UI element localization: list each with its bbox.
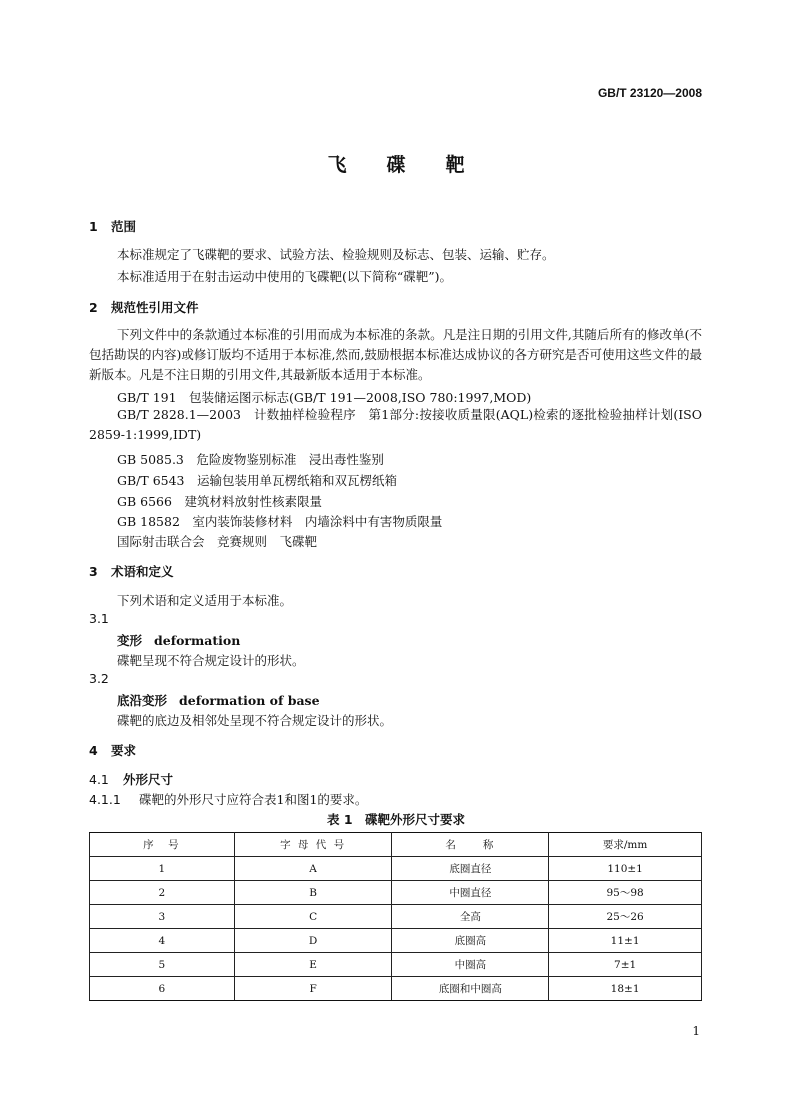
section-1-heading — [89, 217, 136, 235]
table-row — [90, 953, 702, 977]
table-row — [90, 857, 702, 881]
document-title — [0, 150, 792, 177]
title-char: 碟 — [386, 154, 406, 176]
paragraph: 下列文件中的条款通过本标准的引用而成为本标准的条款。凡是注日期的引用文件,其随后所有的修改单(不包括勘误的内容)或修订版均不适用于本标准,然而,鼓励根据本标准达成协议的各方研究是否可使用这些文件的最新版本。凡是不注日期的引用文件,其最新版本适用于本标准。 — [89, 327, 702, 382]
section-2-heading — [89, 298, 199, 316]
term-number: 3.1 — [89, 611, 109, 626]
reference-item: GB 6566 建筑材料放射性核素限量 — [117, 494, 322, 509]
table-cell: 11±1 — [549, 929, 702, 953]
table-row — [90, 905, 702, 929]
section-title: 范围 — [111, 219, 137, 234]
term-definition: 碟靶的底边及相邻处呈现不符合规定设计的形状。 — [117, 713, 393, 728]
table-cell: A — [234, 857, 392, 881]
term-title — [117, 631, 240, 649]
column-header: 要求/mm — [549, 833, 702, 857]
reference-item: GB 5085.3 危险废物鉴别标准 浸出毒性鉴别 — [117, 452, 384, 467]
table-cell: F — [234, 977, 392, 1001]
table-cell: E — [234, 953, 392, 977]
term-title — [117, 691, 320, 709]
table-row — [90, 929, 702, 953]
dimension-table — [89, 832, 702, 1001]
table-cell: 中圈直径 — [392, 881, 549, 905]
section-4-heading — [89, 741, 136, 759]
clause-4-1-1 — [89, 790, 367, 808]
table-cell: 2 — [90, 881, 235, 905]
table-header-row — [90, 833, 702, 857]
table-cell: 6 — [90, 977, 235, 1001]
reference-item: 国际射击联合会 竞赛规则 飞碟靶 — [117, 534, 318, 549]
section-number: 1 — [89, 219, 98, 234]
paragraph: 下列术语和定义适用于本标准。 — [117, 593, 293, 608]
column-header: 字 母 代 号 — [234, 833, 392, 857]
subsection-number: 4.1 — [89, 772, 109, 787]
table-cell: 110±1 — [549, 857, 702, 881]
reference-item: GB/T 191 包装储运图示标志(GB/T 191—2008,ISO 780:1997,MOD) — [117, 390, 532, 405]
paragraph: 本标准适用于在射击运动中使用的飞碟靶(以下简称“碟靶”)。 — [117, 269, 453, 284]
table-cell: 95～98 — [549, 881, 702, 905]
reference-item: GB/T 2828.1—2003 计数抽样检验程序 第1部分:按接收质量限(AQL)检索的逐批检验抽样计划(ISO 2859-1:1999,IDT) — [89, 407, 702, 442]
term-english: deformation of base — [179, 693, 320, 708]
column-header: 序 号 — [90, 833, 235, 857]
term-chinese: 变形 — [117, 633, 143, 648]
section-title: 要求 — [111, 743, 137, 758]
table-cell: 3 — [90, 905, 235, 929]
table-cell: 1 — [90, 857, 235, 881]
table-cell: 4 — [90, 929, 235, 953]
term-number: 3.2 — [89, 671, 109, 686]
section-3-heading — [89, 562, 174, 580]
table-cell: 18±1 — [549, 977, 702, 1001]
section-number: 2 — [89, 300, 98, 315]
clause-number: 4.1.1 — [89, 792, 121, 807]
table-row — [90, 881, 702, 905]
column-header: 名 称 — [392, 833, 549, 857]
table-cell: 7±1 — [549, 953, 702, 977]
table-row — [90, 977, 702, 1001]
paragraph: 本标准规定了飞碟靶的要求、试验方法、检验规则及标志、包装、运输、贮存。 — [117, 247, 555, 262]
section-number: 3 — [89, 564, 98, 579]
page-number: 1 — [692, 1024, 700, 1038]
term-chinese: 底沿变形 — [117, 693, 168, 708]
reference-item: GB 18582 室内装饰装修材料 内墙涂料中有害物质限量 — [117, 514, 443, 529]
standard-code: GB/T 23120—2008 — [597, 86, 702, 100]
section-title: 术语和定义 — [111, 564, 174, 579]
term-english: deformation — [154, 633, 241, 648]
title-char: 飞 — [327, 154, 347, 176]
table-cell: B — [234, 881, 392, 905]
table-cell: 25～26 — [549, 905, 702, 929]
term-definition: 碟靶呈现不符合规定设计的形状。 — [117, 653, 305, 668]
table-cell: C — [234, 905, 392, 929]
table-caption: 表 1 碟靶外形尺寸要求 — [326, 812, 466, 827]
section-title: 规范性引用文件 — [111, 300, 199, 315]
table-cell: 底圈直径 — [392, 857, 549, 881]
table-cell: D — [234, 929, 392, 953]
table-cell: 全高 — [392, 905, 549, 929]
table-cell: 底圈和中圈高 — [392, 977, 549, 1001]
clause-text: 碟靶的外形尺寸应符合表1和图1的要求。 — [139, 792, 368, 807]
table-cell: 5 — [90, 953, 235, 977]
subsection-4-1-heading — [89, 770, 173, 788]
table-cell: 底圈高 — [392, 929, 549, 953]
subsection-title: 外形尺寸 — [123, 772, 174, 787]
table-cell: 中圈高 — [392, 953, 549, 977]
section-number: 4 — [89, 743, 98, 758]
title-char: 靶 — [445, 154, 465, 176]
reference-item: GB/T 6543 运输包装用单瓦楞纸箱和双瓦楞纸箱 — [117, 473, 398, 488]
